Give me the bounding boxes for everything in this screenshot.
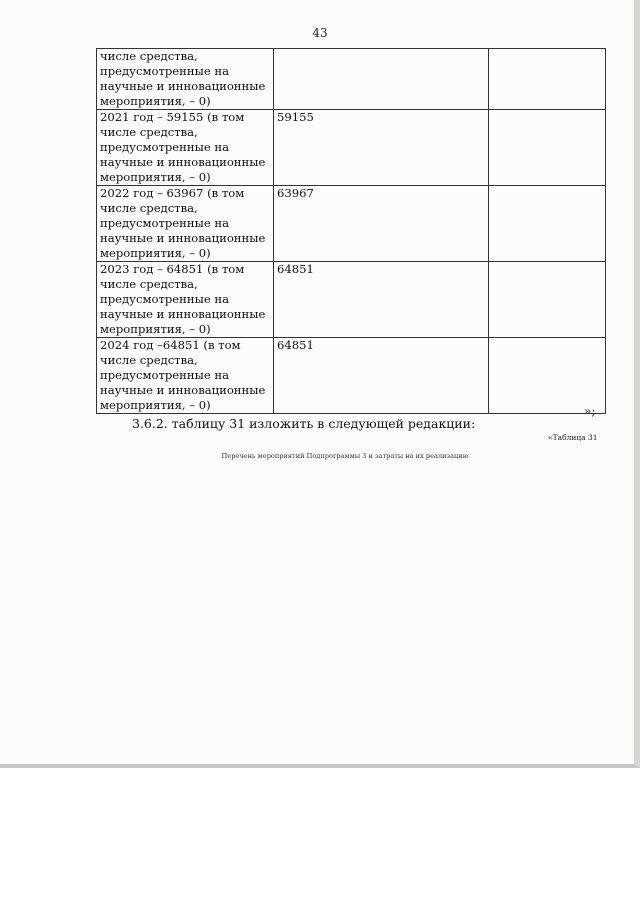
closing-quote: »; <box>584 404 596 418</box>
row-extra <box>489 110 606 186</box>
row-description: 2024 год –64851 (в том числе средства, предусмотренные на научные и инновационные мероприятия, – 0) <box>97 338 274 414</box>
amendment-paragraph: 3.6.2. таблицу 31 изложить в следующей редакции: <box>132 416 476 431</box>
row-description: 2021 год – 59155 (в том числе средства, предусмотренные на научные и инновационные мероприятия, – 0) <box>97 110 274 186</box>
row-amount: 59155 <box>274 110 489 186</box>
row-extra <box>489 186 606 262</box>
table-label: «Таблица 31 <box>548 433 598 442</box>
table-row <box>97 186 606 262</box>
row-amount: 64851 <box>274 338 489 414</box>
row-amount <box>274 49 489 110</box>
funding-table <box>96 48 606 414</box>
row-extra <box>489 262 606 338</box>
row-description: числе средства, предусмотренные на научные и инновационные мероприятия, – 0) <box>97 49 274 110</box>
row-description: 2023 год – 64851 (в том числе средства, предусмотренные на научные и инновационные мероприятия, – 0) <box>97 262 274 338</box>
row-extra <box>489 338 606 414</box>
table-row <box>97 49 606 110</box>
row-amount: 64851 <box>274 262 489 338</box>
table-row <box>97 338 606 414</box>
row-extra <box>489 49 606 110</box>
table-row <box>97 262 606 338</box>
page-number: 43 <box>312 26 328 40</box>
table-row <box>97 110 606 186</box>
measures-list-title: Перечень мероприятий Подпрограммы 3 и затраты на их реализацию <box>221 452 469 460</box>
row-amount: 63967 <box>274 186 489 262</box>
row-description: 2022 год – 63967 (в том числе средства, предусмотренные на научные и инновационные мероприятия, – 0) <box>97 186 274 262</box>
